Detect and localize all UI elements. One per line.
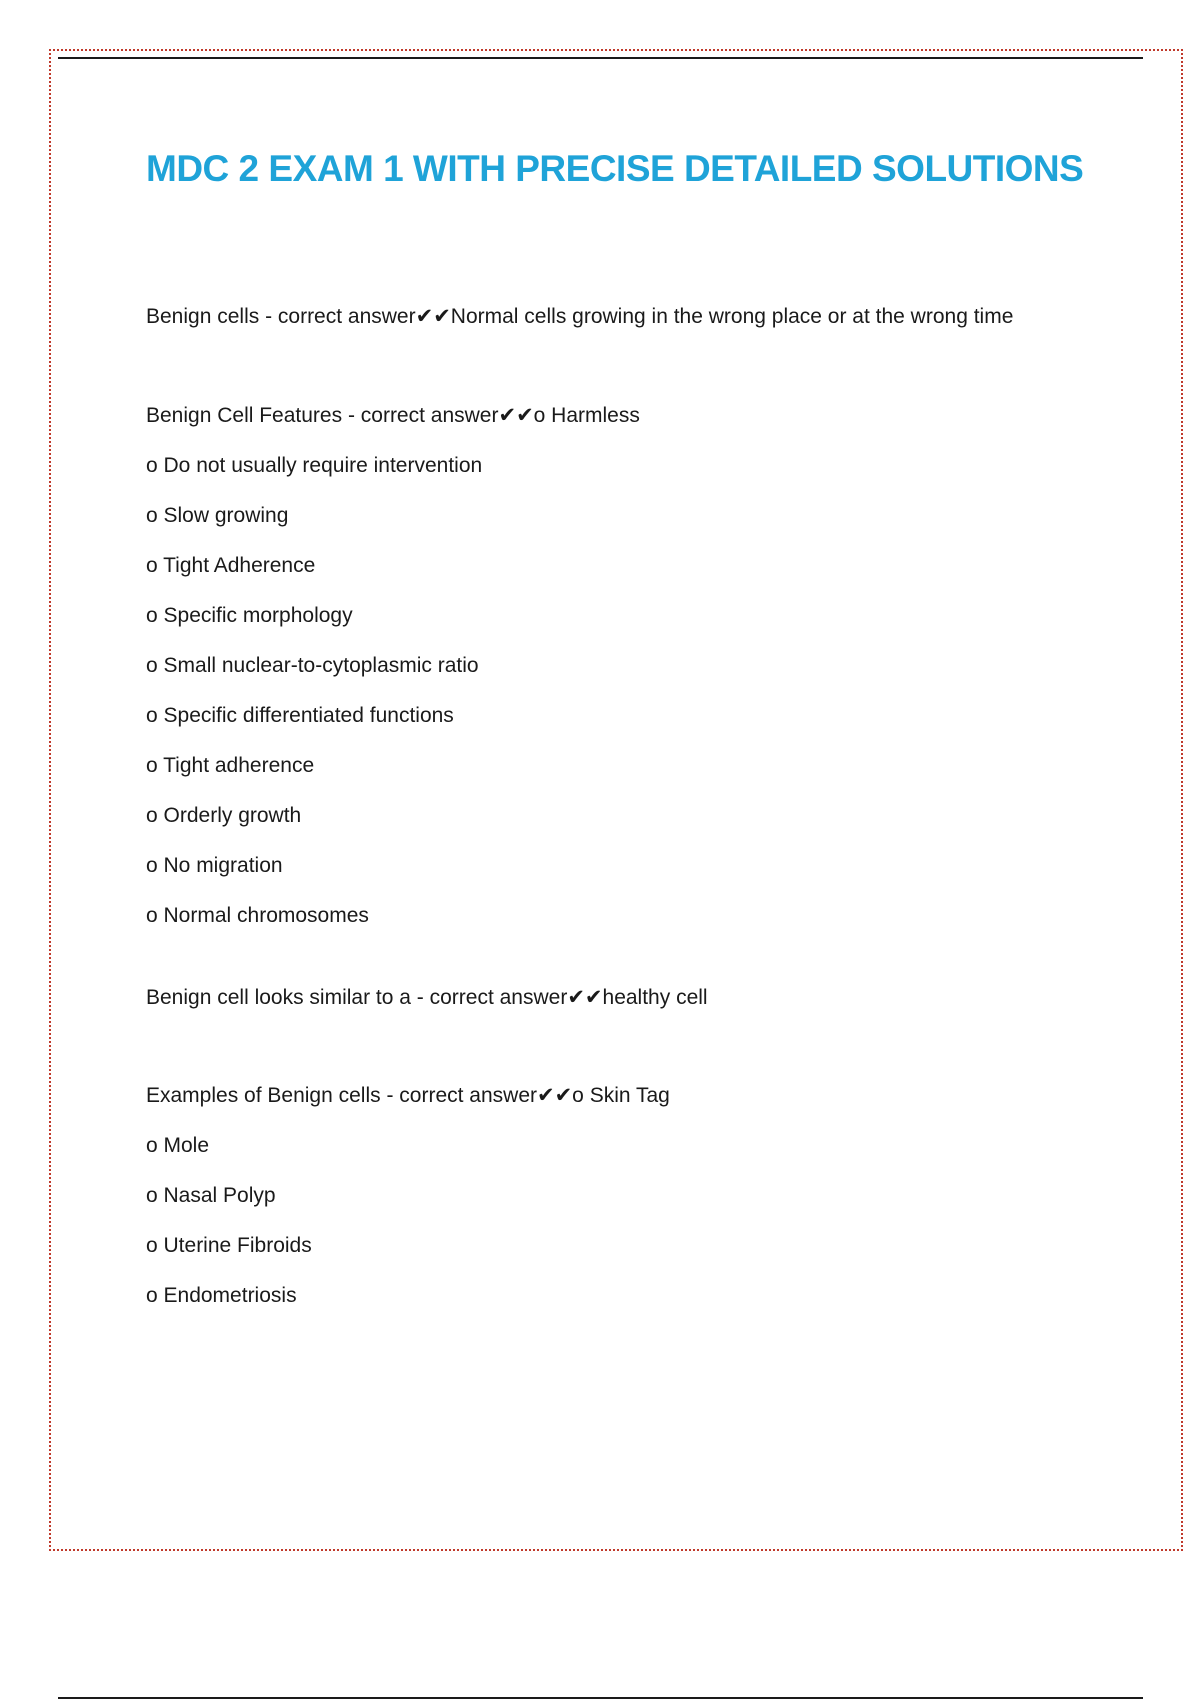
list-item: o Mole [146, 1134, 210, 1157]
qa-question: Benign cell looks similar to a - correct answer✔✔healthy cell [146, 986, 708, 1009]
list-item: o No migration [146, 854, 283, 877]
list-item: o Uterine Fibroids [146, 1234, 312, 1257]
list-item: o Tight Adherence [146, 554, 316, 577]
list-item: o Specific morphology [146, 604, 353, 627]
list-item: o Nasal Polyp [146, 1184, 276, 1207]
list-item: o Orderly growth [146, 804, 302, 827]
list-item: o Do not usually require intervention [146, 454, 483, 477]
qa-block [146, 1079, 1046, 1313]
list-item: o Slow growing [146, 504, 289, 527]
list-item: o Normal chromosomes [146, 904, 369, 927]
qa-block [146, 300, 1046, 334]
document-content [146, 300, 1046, 1329]
list-item: o Endometriosis [146, 1284, 297, 1307]
qa-question: Benign Cell Features - correct answer✔✔o Harmless [146, 404, 640, 427]
qa-question: Examples of Benign cells - correct answer✔✔o Skin Tag [146, 1084, 670, 1107]
qa-block [146, 981, 1046, 1015]
document-title: MDC 2 EXAM 1 WITH PRECISE DETAILED SOLUTIONS [146, 148, 1084, 189]
qa-block [146, 399, 1046, 933]
list-item: o Small nuclear-to-cytoplasmic ratio [146, 654, 479, 677]
bottom-rule [58, 1697, 1143, 1699]
list-item: o Specific differentiated functions [146, 704, 454, 727]
top-rule [58, 57, 1143, 59]
qa-question: Benign cells - correct answer✔✔Normal cells growing in the wrong place or at the wrong time [146, 305, 1014, 328]
list-item: o Tight adherence [146, 754, 315, 777]
